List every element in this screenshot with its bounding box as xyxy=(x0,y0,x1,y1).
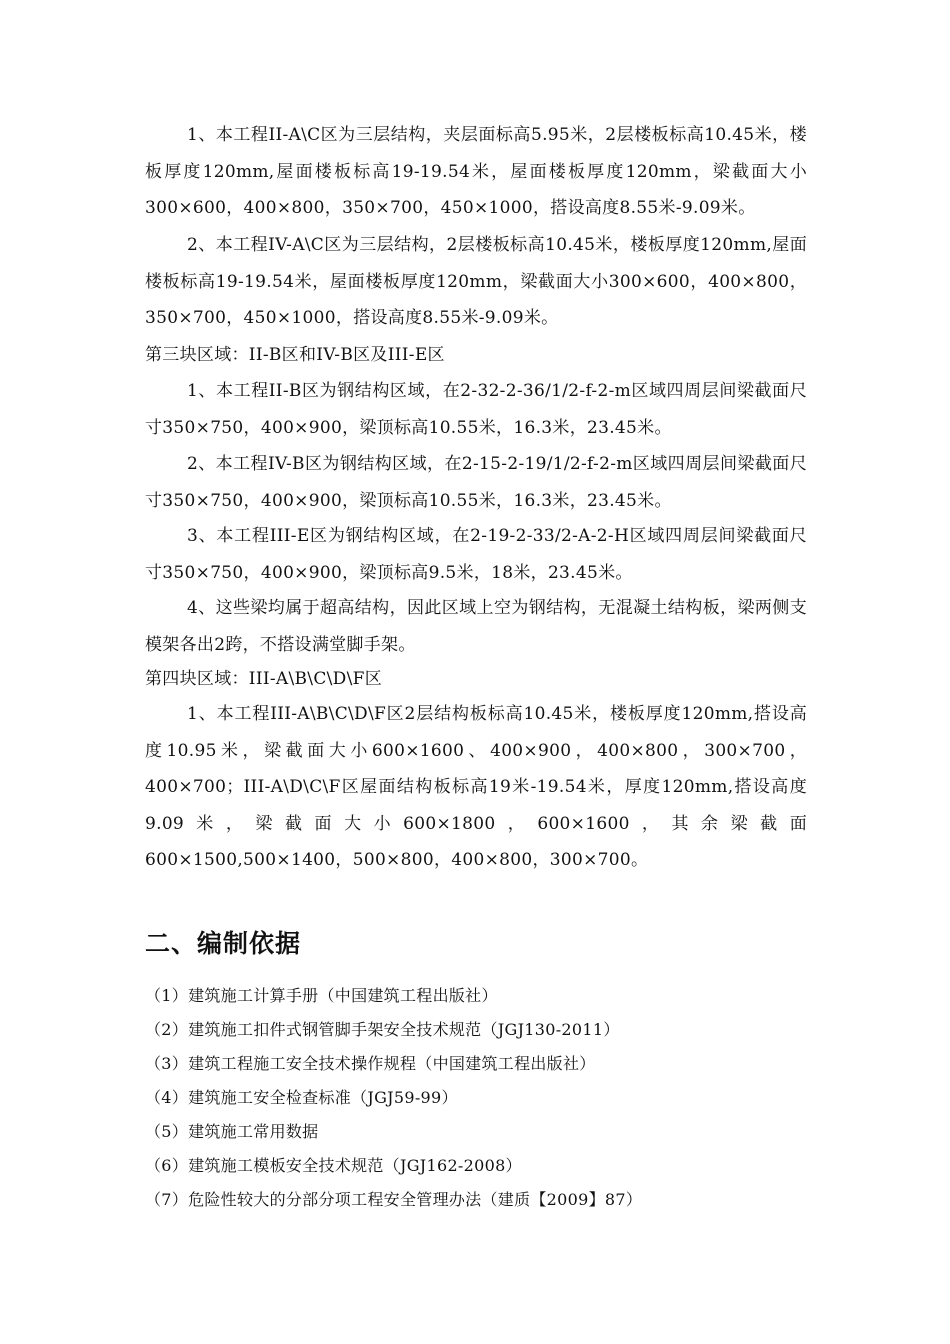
paragraph-iia-c: 1、本工程II-A\C区为三层结构，夹层面标高5.95米，2层楼板标高10.45米，楼板厚度120mm,屋面楼板标高19-19.54米，屋面楼板厚度120mm，梁截面大小300×600，400×800，350×700，450×1000，搭设高度8.55米-9.09米。 xyxy=(145,125,807,218)
reference-item: （6）建筑施工模板安全技术规范（JGJ162-2008） xyxy=(145,1156,522,1175)
block3-heading: 第三块区域：II-B区和IV-B区及III-E区 xyxy=(145,345,445,365)
reference-item: （4）建筑施工安全检查标准（JGJ59-99） xyxy=(145,1088,458,1107)
paragraph-ivb: 2、本工程IV-B区为钢结构区域，在2-15-2-19/1/2-f-2-m区域四周层间梁截面尺寸350×750，400×900，梁顶标高10.55米，16.3米，23.45米。 xyxy=(145,454,807,511)
paragraph-note: 4、这些梁均属于超高结构，因此区域上空为钢结构，无混凝土结构板，梁两侧支模架各出2跨，不搭设满堂脚手架。 xyxy=(145,598,807,655)
block4-heading: 第四块区域：III-A\B\C\D\F区 xyxy=(145,669,383,689)
paragraph-iiie: 3、本工程III-E区为钢结构区域，在2-19-2-33/2-A-2-H区域四周层间梁截面尺寸350×750，400×900，梁顶标高9.5米，18米，23.45米。 xyxy=(145,526,807,583)
reference-item: （1）建筑施工计算手册（中国建筑工程出版社） xyxy=(145,986,498,1005)
reference-item: （7）危险性较大的分部分项工程安全管理办法（建质【2009】87） xyxy=(145,1190,643,1209)
paragraph-iib: 1、本工程II-B区为钢结构区域，在2-32-2-36/1/2-f-2-m区域四周层间梁截面尺寸350×750，400×900，梁顶标高10.55米，16.3米，23.45米。 xyxy=(145,381,807,438)
paragraph-iva-c: 2、本工程IV-A\C区为三层结构，2层楼板标高10.45米，楼板厚度120mm,屋面楼板标高19-19.54米，屋面楼板厚度120mm，梁截面大小300×600，400×800，350×700，450×1000，搭设高度8.55米-9.09米。 xyxy=(145,235,807,328)
reference-item: （3）建筑工程施工安全技术操作规程（中国建筑工程出版社） xyxy=(145,1054,596,1073)
reference-item: （5）建筑施工常用数据 xyxy=(145,1122,319,1141)
paragraph-iiia: 1、本工程III-A\B\C\D\F区2层结构板标高10.45米，楼板厚度120mm,搭设高度10.95米，梁截面大小600×1600、400×900，400×800，300×700，400×700；III-A\D\C\F区屋面结构板标高19米-19.54米，厚度120mm,搭设高度9.09米，梁截面大小600×1800，600×1600，其余梁截面600×1500,500×1400，500×800，400×800，300×700。 xyxy=(145,704,807,870)
section-title: 二、编制依据 xyxy=(145,929,302,958)
reference-item: （2）建筑施工扣件式钢管脚手架安全技术规范（JGJ130-2011） xyxy=(145,1020,620,1039)
